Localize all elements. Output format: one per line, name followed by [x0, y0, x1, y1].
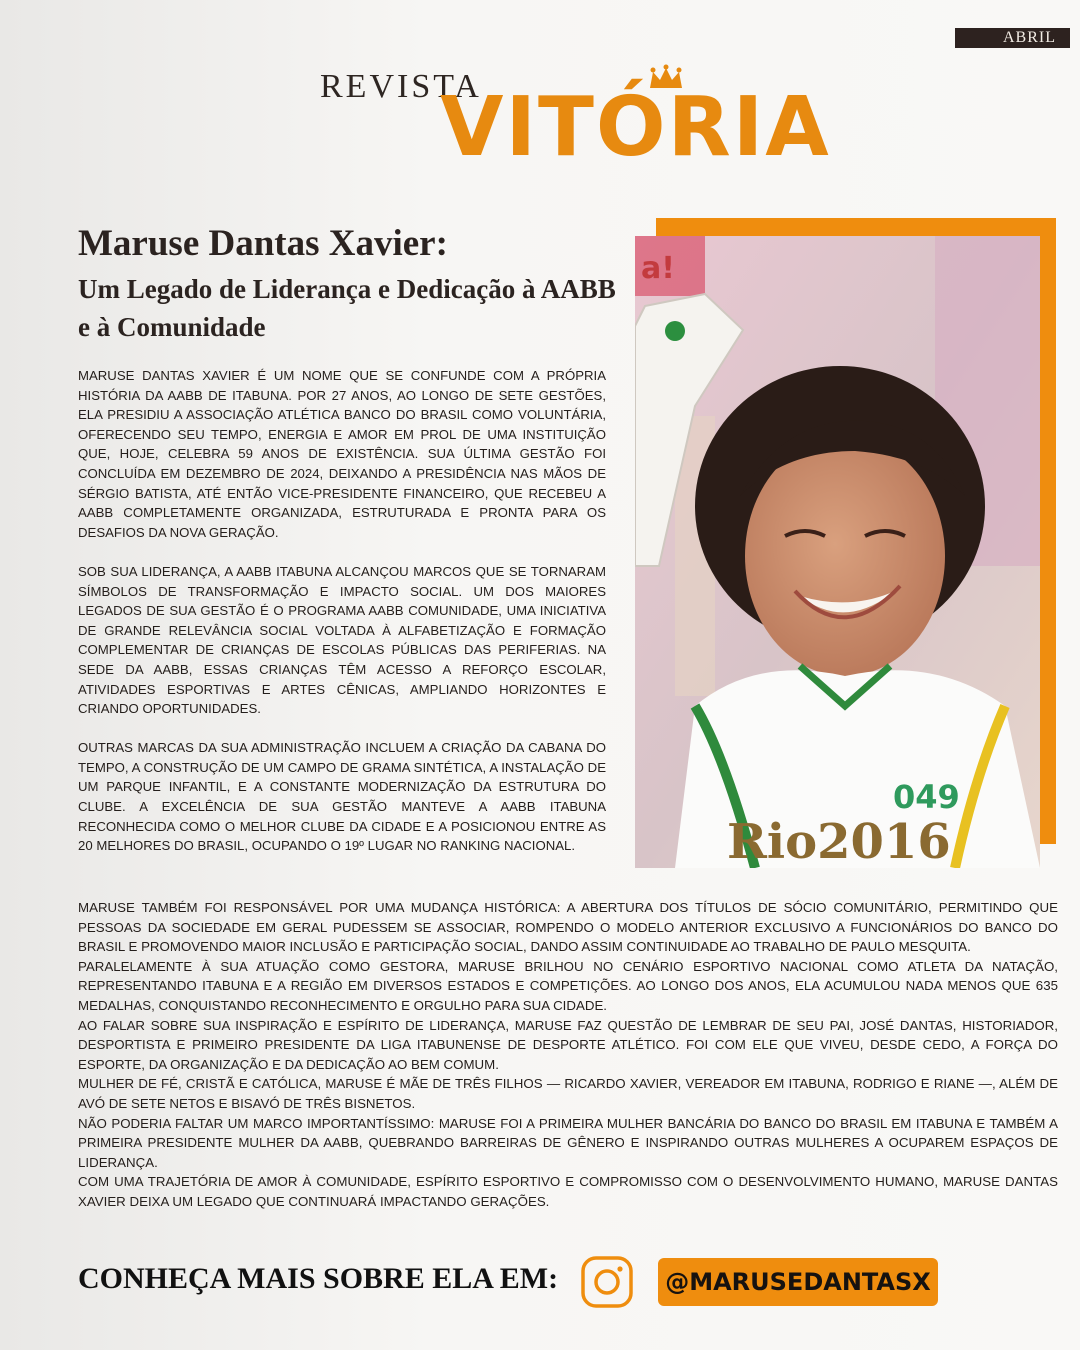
portrait-photo	[635, 236, 1040, 868]
article-paragraph: MARUSE DANTAS XAVIER É UM NOME QUE SE CONFUNDE COM A PRÓPRIA HISTÓRIA DA AABB DE ITABUNA. POR 27 ANOS, AO LONGO DE SETE GESTÕES, ELA PRESIDIU A ASSOCIAÇÃO ATLÉTICA BANCO DO BRASIL COMO VOLUNTÁRIA, OFERECENDO SEU TEMPO, ENERGIA E AMOR EM PROL DE UMA INSTITUIÇÃO QUE, HOJE, CELEBRA 59 ANOS DE EXISTÊNCIA. SUA ÚLTIMA GESTÃO FOI CONCLUÍDA EM DEZEMBRO DE 2024, DEIXANDO A PRESIDÊNCIA NAS MÃOS DE SÉRGIO BATISTA, ATÉ ENTÃO VICE-PRESIDENTE FINANCEIRO, QUE RECEBEU A AABB COMPLETAMENTE ORGANIZADA, ESTRUTURADA E PRONTA PARA OS DESAFIOS DA NOVA GERAÇÃO.	[78, 368, 606, 540]
instagram-icon[interactable]	[580, 1255, 634, 1309]
shirt-number: 049	[893, 778, 960, 816]
shirt-logo: Rio2016	[727, 814, 951, 868]
article-column	[78, 366, 606, 875]
portrait-illustration	[635, 236, 1040, 868]
magazine-logo: VITÓRIA	[440, 80, 831, 175]
article-paragraph: MARUSE TAMBÉM FOI RESPONSÁVEL POR UMA MUDANÇA HISTÓRICA: A ABERTURA DOS TÍTULOS DE SÓCIO COMUNITÁRIO, PERMITINDO QUE PESSOAS DA SOCIEDADE EM GERAL PUDESSEM SE ASSOCIAR, ROMPENDO O MODELO ANTERIOR EXCLUSIVO A FUNCIONÁRIOS DO BANCO DO BRASIL E PROMOVENDO MAIOR INCLUSÃO E PARTICIPAÇÃO SOCIAL, DANDO ASSIM CONTINUIDADE AO TRABALHO DE PAULO MESQUITA.	[78, 900, 1058, 955]
article-paragraph: SOB SUA LIDERANÇA, A AABB ITABUNA ALCANÇOU MARCOS QUE SE TORNARAM SÍMBOLOS DE TRANSFORMAÇÃO E IMPACTO SOCIAL. UM DOS MAIORES LEGADOS DE SUA GESTÃO É O PROGRAMA AABB COMUNIDADE, UMA INICIATIVA DE GRANDE RELEVÂNCIA SOCIAL VOLTADA À ALFABETIZAÇÃO E FORMAÇÃO COMPLEMENTAR DE CRIANÇAS DE ESCOLAS PÚBLICAS DAS PERIFERIAS. NA SEDE DA AABB, ESSAS CRIANÇAS TÊM ACESSO A REFORÇO ESCOLAR, ATIVIDADES ESPORTIVAS E ARTES CÊNICAS, AMPLIANDO HORIZONTES E CRIANDO OPORTUNIDADES.	[78, 563, 606, 717]
article-paragraph: AO FALAR SOBRE SUA INSPIRAÇÃO E ESPÍRITO DE LIDERANÇA, MARUSE FAZ QUESTÃO DE LEMBRAR DE SEU PAI, JOSÉ DANTAS, HISTORIADOR, DESPORTISTA E PRIMEIRO PRESIDENTE DA LIGA ITABUNENSE DE DESPORTE ATLÉTICO. FOI COM ELE QUE VIVEU, DESDE CEDO, A FORÇA DO ESPORTE, DA ORGANIZAÇÃO E DA DEDICAÇÃO AO BEM COMUM.	[78, 1017, 1058, 1072]
article-paragraph: MULHER DE FÉ, CRISTÃ E CATÓLICA, MARUSE É MÃE DE TRÊS FILHOS — RICARDO XAVIER, VEREADOR EM ITABUNA, RODRIGO E RIANE —, ALÉM DE AVÓ DE SETE NETOS E BISAVÓ DE TRÊS BISNETOS.	[78, 1076, 1058, 1111]
article-title: Maruse Dantas Xavier:	[78, 223, 448, 264]
article-paragraph: PARALELAMENTE À SUA ATUAÇÃO COMO GESTORA, MARUSE BRILHOU NO CENÁRIO ESPORTIVO NACIONAL COMO ATLETA DA NATAÇÃO, REPRESENTANDO ITABUNA E A REGIÃO EM DIVERSOS ESTADOS E COMPETIÇÕES. AO LONGO DOS ANOS, ELA ACUMULOU NADA MENOS QUE 635 MEDALHAS, CONQUISTANDO RECONHECIMENTO E ORGULHO PARA SUA CIDADE.	[78, 958, 1058, 1013]
instagram-handle-button[interactable]: @MARUSEDANTASX	[658, 1258, 938, 1306]
article-subtitle: Um Legado de Liderança e Dedicação à AABB e à Comunidade	[78, 274, 616, 342]
article-paragraph: COM UMA TRAJETÓRIA DE AMOR À COMUNIDADE, ESPÍRITO ESPORTIVO E COMPROMISSO COM O DESENVOLVIMENTO HUMANO, MARUSE DANTAS XAVIER DEIXA UM LEGADO QUE CONTINUARÁ IMPACTANDO GERAÇÕES.	[78, 1174, 1058, 1209]
magazine-prefix: REVISTA	[320, 68, 482, 105]
banner-text: a!	[641, 251, 675, 286]
article-paragraph: OUTRAS MARCAS DA SUA ADMINISTRAÇÃO INCLUEM A CRIAÇÃO DA CABANA DO TEMPO, A CONSTRUÇÃO DE UM CAMPO DE GRAMA SINTÉTICA, A INSTALAÇÃO DE UM PARQUE INFANTIL, E A CONSTANTE MODERNIZAÇÃO DA ESTRUTURA DO CLUBE. A EXCELÊNCIA DE SUA GESTÃO MANTEVE A AABB ITABUNA RECONHECIDA COMO O MELHOR CLUBE DA CIDADE E A POSICIONOU ENTRE AS 20 MELHORES DO BRASIL, OCUPANDO O 19º LUGAR NO RANKING NACIONAL.	[78, 740, 606, 854]
month-tag: ABRIL	[955, 28, 1070, 48]
call-to-action: CONHEÇA MAIS SOBRE ELA EM:	[78, 1262, 559, 1295]
article-body	[78, 898, 1058, 1212]
article-paragraph: NÃO PODERIA FALTAR UM MARCO IMPORTANTÍSSIMO: MARUSE FOI A PRIMEIRA MULHER BANCÁRIA DO BANCO DO BRASIL EM ITABUNA E TAMBÉM A PRIMEIRA PRESIDENTE MULHER DA AABB, QUEBRANDO BARREIRAS DE GÊNERO E INSPIRANDO OUTRAS MULHERES A OCUPAREM ESPAÇOS DE LIDERANÇA.	[78, 1115, 1058, 1170]
